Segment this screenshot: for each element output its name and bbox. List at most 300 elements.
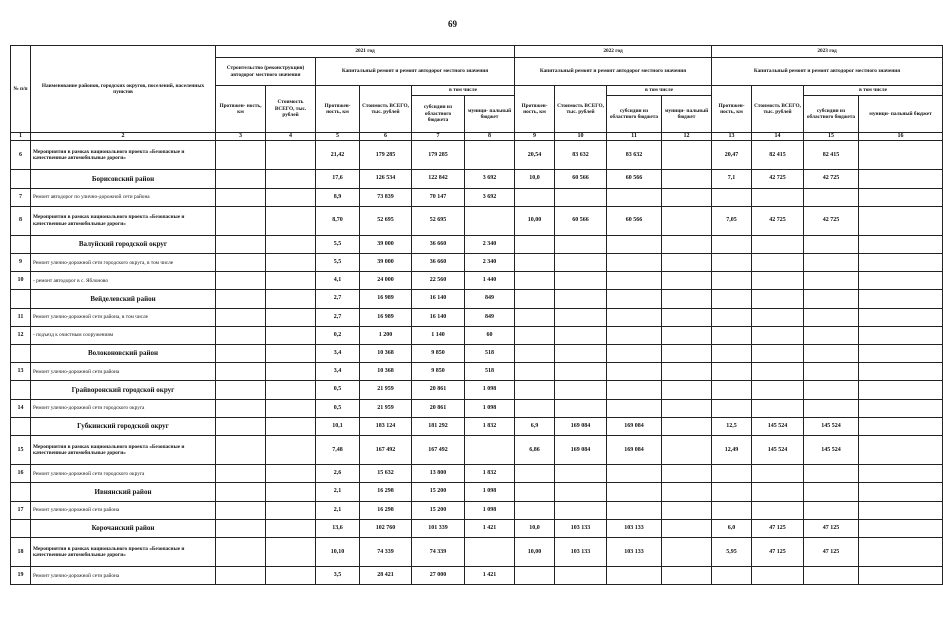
value-cell <box>859 519 943 538</box>
value-cell <box>712 290 752 309</box>
table-row <box>11 465 943 483</box>
column-number: 9 <box>515 133 555 141</box>
value-cell: 2,6 <box>316 465 360 483</box>
value-cell <box>216 519 266 538</box>
value-cell <box>515 254 555 272</box>
value-cell <box>607 381 662 400</box>
value-cell <box>859 206 943 235</box>
value-cell: 60 566 <box>607 170 662 189</box>
region-name: Ивнянский район <box>31 483 216 502</box>
value-cell <box>515 235 555 254</box>
value-cell <box>555 344 607 363</box>
value-cell: 74 339 <box>412 538 465 567</box>
row-number: 10 <box>11 272 31 290</box>
column-number: 10 <box>555 133 607 141</box>
value-cell <box>555 501 607 519</box>
value-cell <box>859 483 943 502</box>
value-cell <box>859 254 943 272</box>
value-cell <box>662 436 712 465</box>
value-cell <box>555 399 607 417</box>
region-row <box>11 290 943 309</box>
value-cell <box>804 567 859 585</box>
value-cell: 60 566 <box>555 170 607 189</box>
value-cell <box>555 465 607 483</box>
value-cell <box>712 399 752 417</box>
value-cell: 1 832 <box>465 465 515 483</box>
item-name: Ремонт автодорог по улично-дорожной сети района <box>31 188 216 206</box>
value-cell: 15 200 <box>412 483 465 502</box>
value-cell: 145 524 <box>804 436 859 465</box>
value-cell <box>752 567 804 585</box>
value-cell: 7,05 <box>712 206 752 235</box>
value-cell <box>859 344 943 363</box>
value-cell: 13,6 <box>316 519 360 538</box>
value-cell <box>752 235 804 254</box>
value-cell: 28 421 <box>360 567 412 585</box>
value-cell <box>804 188 859 206</box>
value-cell <box>216 206 266 235</box>
value-cell <box>266 272 316 290</box>
value-cell: 52 695 <box>412 206 465 235</box>
value-cell <box>712 344 752 363</box>
value-cell <box>216 538 266 567</box>
table-row <box>11 254 943 272</box>
value-cell <box>266 501 316 519</box>
row-number: 14 <box>11 399 31 417</box>
value-cell <box>216 436 266 465</box>
item-name: - подъезд к очистным сооружениям <box>31 326 216 344</box>
value-cell: 145 524 <box>804 417 859 436</box>
value-cell <box>752 290 804 309</box>
value-cell: 167 492 <box>412 436 465 465</box>
value-cell <box>662 308 712 326</box>
value-cell <box>752 399 804 417</box>
value-cell: 12,5 <box>712 417 752 436</box>
value-cell: 16 298 <box>360 483 412 502</box>
column-number: 15 <box>804 133 859 141</box>
value-cell: 1 098 <box>465 381 515 400</box>
value-cell: 27 000 <box>412 567 465 585</box>
value-cell <box>859 308 943 326</box>
value-cell: 10 368 <box>360 344 412 363</box>
value-cell <box>859 399 943 417</box>
capital-repair-2022-header: Капитальный ремонт и ремонт автодорог местного значения <box>515 58 712 86</box>
value-cell <box>607 363 662 381</box>
value-cell: 10,1 <box>316 417 360 436</box>
region-name: Волоконовский район <box>31 344 216 363</box>
value-cell <box>266 235 316 254</box>
value-cell <box>216 465 266 483</box>
value-cell <box>662 519 712 538</box>
value-cell <box>216 141 266 170</box>
item-name: Ремонт улично-дорожной сети района, в том числе <box>31 308 216 326</box>
value-cell <box>712 483 752 502</box>
value-cell: 1 200 <box>360 326 412 344</box>
value-cell <box>752 465 804 483</box>
value-cell: 169 084 <box>607 436 662 465</box>
value-cell <box>607 254 662 272</box>
value-cell: 39 000 <box>360 254 412 272</box>
value-cell: 0,5 <box>316 381 360 400</box>
table-row <box>11 272 943 290</box>
row-number: 15 <box>11 436 31 465</box>
value-cell <box>607 567 662 585</box>
value-cell <box>216 344 266 363</box>
row-number <box>11 519 31 538</box>
value-cell <box>515 501 555 519</box>
value-cell: 8,9 <box>316 188 360 206</box>
capital-repair-2021-header: Капитальный ремонт и ремонт автодорог местного значения <box>316 58 515 86</box>
value-cell: 3 692 <box>465 170 515 189</box>
table-row <box>11 141 943 170</box>
value-cell: 42 725 <box>752 170 804 189</box>
value-cell: 21 959 <box>360 399 412 417</box>
value-cell: 60 566 <box>555 206 607 235</box>
value-cell: 1 832 <box>465 417 515 436</box>
value-cell <box>662 326 712 344</box>
value-cell <box>712 272 752 290</box>
value-cell <box>662 170 712 189</box>
value-cell <box>859 141 943 170</box>
value-cell: 3,4 <box>316 344 360 363</box>
value-cell <box>216 501 266 519</box>
value-cell <box>804 465 859 483</box>
value-cell <box>266 308 316 326</box>
value-cell: 24 000 <box>360 272 412 290</box>
value-cell <box>607 501 662 519</box>
value-cell <box>515 381 555 400</box>
value-cell <box>662 272 712 290</box>
row-number: 12 <box>11 326 31 344</box>
value-cell <box>752 254 804 272</box>
value-cell: 10,10 <box>316 538 360 567</box>
value-cell <box>662 501 712 519</box>
column-number: 12 <box>662 133 712 141</box>
column-number: 4 <box>266 133 316 141</box>
value-cell <box>266 567 316 585</box>
col-name-header: Наименование районов, городских округов, поселений, населенных пунктов <box>31 46 216 133</box>
value-cell: 16 989 <box>360 308 412 326</box>
value-cell <box>662 188 712 206</box>
item-name: Ремонт улично-дорожной сети района <box>31 567 216 585</box>
value-cell: 16 140 <box>412 290 465 309</box>
value-cell: 1 098 <box>465 399 515 417</box>
column-number: 1 <box>11 133 31 141</box>
value-cell <box>465 436 515 465</box>
row-number <box>11 417 31 436</box>
value-cell <box>216 254 266 272</box>
value-cell <box>859 188 943 206</box>
value-cell: 2,1 <box>316 501 360 519</box>
incl-2021-header: в том числе <box>412 86 515 96</box>
value-cell <box>515 567 555 585</box>
value-cell: 83 632 <box>607 141 662 170</box>
subsidy-2022-header: субсидии из областного бюджета <box>607 96 662 133</box>
value-cell <box>216 483 266 502</box>
value-cell: 10 368 <box>360 363 412 381</box>
value-cell: 518 <box>465 363 515 381</box>
column-number: 6 <box>360 133 412 141</box>
value-cell <box>859 501 943 519</box>
value-cell <box>555 567 607 585</box>
row-number <box>11 170 31 189</box>
value-cell <box>266 417 316 436</box>
value-cell <box>804 308 859 326</box>
road-repair-table <box>10 45 943 585</box>
value-cell: 5,5 <box>316 254 360 272</box>
value-cell <box>804 326 859 344</box>
value-cell <box>515 272 555 290</box>
value-cell: 0,2 <box>316 326 360 344</box>
value-cell: 183 124 <box>360 417 412 436</box>
region-name: Борисовский район <box>31 170 216 189</box>
value-cell: 16 989 <box>360 290 412 309</box>
value-cell <box>662 235 712 254</box>
value-cell: 5,95 <box>712 538 752 567</box>
value-cell <box>859 538 943 567</box>
value-cell <box>216 326 266 344</box>
row-number <box>11 290 31 309</box>
value-cell: 145 524 <box>752 417 804 436</box>
value-cell: 3,5 <box>316 567 360 585</box>
length-2022-header: Протяжен- ность, км <box>515 86 555 133</box>
cost-2021-header: Стоимость ВСЕГО, тыс. рублей <box>360 86 412 133</box>
subsidy-2023-header: субсидии из областного бюджета <box>804 96 859 133</box>
value-cell <box>266 141 316 170</box>
region-name: Валуйский городской округ <box>31 235 216 254</box>
region-row <box>11 483 943 502</box>
value-cell: 10,00 <box>515 206 555 235</box>
value-cell: 52 695 <box>360 206 412 235</box>
value-cell <box>266 381 316 400</box>
value-cell <box>804 501 859 519</box>
region-row <box>11 381 943 400</box>
construction-cost-header: Стоимость ВСЕГО, тыс. рублей <box>266 86 316 133</box>
value-cell <box>555 326 607 344</box>
value-cell: 9 850 <box>412 344 465 363</box>
value-cell: 21,42 <box>316 141 360 170</box>
value-cell: 20 861 <box>412 399 465 417</box>
value-cell <box>607 483 662 502</box>
row-number: 11 <box>11 308 31 326</box>
item-name: Ремонт улично-дорожной сети района <box>31 501 216 519</box>
value-cell: 179 285 <box>360 141 412 170</box>
value-cell <box>555 483 607 502</box>
value-cell <box>266 363 316 381</box>
column-number: 13 <box>712 133 752 141</box>
value-cell <box>555 290 607 309</box>
value-cell <box>266 436 316 465</box>
value-cell: 16 140 <box>412 308 465 326</box>
incl-2023-header: в том числе <box>804 86 943 96</box>
row-number: 8 <box>11 206 31 235</box>
value-cell: 39 000 <box>360 235 412 254</box>
value-cell: 17,6 <box>316 170 360 189</box>
item-name: - ремонт автодорог в с. Яблоново <box>31 272 216 290</box>
column-number: 5 <box>316 133 360 141</box>
value-cell: 47 125 <box>804 538 859 567</box>
region-name: Вейделевский район <box>31 290 216 309</box>
value-cell: 47 125 <box>752 519 804 538</box>
value-cell <box>859 170 943 189</box>
table-row <box>11 206 943 235</box>
value-cell <box>662 381 712 400</box>
row-number <box>11 235 31 254</box>
value-cell <box>859 436 943 465</box>
value-cell <box>266 538 316 567</box>
item-name: Мероприятия в рамках национального проекта «Безопасные и качественные автомобильные дороги» <box>31 206 216 235</box>
value-cell <box>266 519 316 538</box>
row-number: 9 <box>11 254 31 272</box>
value-cell <box>266 254 316 272</box>
region-name: Грайворонский городской округ <box>31 381 216 400</box>
value-cell <box>712 567 752 585</box>
year-2022-header: 2022 год <box>515 46 712 58</box>
value-cell: 15 632 <box>360 465 412 483</box>
value-cell: 1 421 <box>465 567 515 585</box>
value-cell: 9 850 <box>412 363 465 381</box>
column-number: 11 <box>607 133 662 141</box>
value-cell: 101 339 <box>412 519 465 538</box>
value-cell <box>804 344 859 363</box>
value-cell: 3 692 <box>465 188 515 206</box>
value-cell <box>515 290 555 309</box>
value-cell <box>859 465 943 483</box>
value-cell: 20 861 <box>412 381 465 400</box>
value-cell <box>752 188 804 206</box>
value-cell <box>216 308 266 326</box>
value-cell: 82 415 <box>804 141 859 170</box>
value-cell <box>859 381 943 400</box>
value-cell <box>712 235 752 254</box>
value-cell <box>859 417 943 436</box>
value-cell <box>515 326 555 344</box>
value-cell: 12,49 <box>712 436 752 465</box>
value-cell <box>216 417 266 436</box>
region-row <box>11 170 943 189</box>
value-cell: 42 725 <box>804 170 859 189</box>
value-cell <box>712 465 752 483</box>
value-cell <box>555 254 607 272</box>
value-cell <box>266 290 316 309</box>
value-cell <box>216 399 266 417</box>
value-cell: 22 560 <box>412 272 465 290</box>
value-cell: 42 725 <box>752 206 804 235</box>
value-cell: 20,54 <box>515 141 555 170</box>
value-cell <box>266 344 316 363</box>
value-cell <box>752 483 804 502</box>
value-cell: 73 839 <box>360 188 412 206</box>
value-cell <box>662 399 712 417</box>
value-cell: 849 <box>465 290 515 309</box>
row-number: 7 <box>11 188 31 206</box>
value-cell <box>515 483 555 502</box>
length-2023-header: Протяжен- ность, км <box>712 86 752 133</box>
value-cell <box>752 363 804 381</box>
value-cell <box>607 344 662 363</box>
value-cell: 167 492 <box>360 436 412 465</box>
value-cell: 102 760 <box>360 519 412 538</box>
value-cell <box>662 483 712 502</box>
value-cell: 83 632 <box>555 141 607 170</box>
value-cell: 16 298 <box>360 501 412 519</box>
value-cell <box>216 290 266 309</box>
value-cell: 2 340 <box>465 254 515 272</box>
table-row <box>11 501 943 519</box>
item-name: Мероприятия в рамках национального проекта «Безопасные и качественные автомобильные дороги» <box>31 436 216 465</box>
column-number: 7 <box>412 133 465 141</box>
value-cell <box>712 188 752 206</box>
value-cell: 145 524 <box>752 436 804 465</box>
value-cell <box>607 188 662 206</box>
table-body <box>11 141 943 585</box>
value-cell <box>712 308 752 326</box>
value-cell <box>515 344 555 363</box>
value-cell: 13 800 <box>412 465 465 483</box>
table-row <box>11 308 943 326</box>
value-cell: 169 084 <box>607 417 662 436</box>
row-number <box>11 344 31 363</box>
value-cell <box>712 254 752 272</box>
value-cell <box>266 399 316 417</box>
value-cell <box>216 363 266 381</box>
value-cell <box>266 206 316 235</box>
value-cell <box>662 141 712 170</box>
value-cell: 74 339 <box>360 538 412 567</box>
value-cell <box>752 344 804 363</box>
value-cell: 10,0 <box>515 170 555 189</box>
region-row <box>11 344 943 363</box>
value-cell <box>752 326 804 344</box>
value-cell: 1 440 <box>465 272 515 290</box>
value-cell <box>515 188 555 206</box>
value-cell: 2 340 <box>465 235 515 254</box>
value-cell <box>859 326 943 344</box>
value-cell: 103 133 <box>607 519 662 538</box>
value-cell: 1 098 <box>465 501 515 519</box>
column-number: 16 <box>859 133 943 141</box>
value-cell <box>555 363 607 381</box>
cost-2023-header: Стоимость ВСЕГО, тыс. рублей <box>752 86 804 133</box>
value-cell: 4,1 <box>316 272 360 290</box>
value-cell <box>607 326 662 344</box>
value-cell: 169 084 <box>555 436 607 465</box>
row-number: 6 <box>11 141 31 170</box>
value-cell: 181 292 <box>412 417 465 436</box>
municipal-2022-header: муници- пальный бюджет <box>662 96 712 133</box>
value-cell <box>607 235 662 254</box>
item-name: Ремонт улично-дорожной сети городского округа <box>31 465 216 483</box>
value-cell <box>607 272 662 290</box>
value-cell <box>804 254 859 272</box>
capital-repair-2023-header: Капитальный ремонт и ремонт автодорог местного значения <box>712 58 943 86</box>
value-cell <box>804 290 859 309</box>
value-cell <box>515 308 555 326</box>
value-cell <box>752 308 804 326</box>
value-cell: 47 125 <box>804 519 859 538</box>
value-cell: 7,1 <box>712 170 752 189</box>
row-number: 19 <box>11 567 31 585</box>
value-cell <box>266 465 316 483</box>
value-cell <box>555 235 607 254</box>
value-cell <box>555 308 607 326</box>
value-cell: 849 <box>465 308 515 326</box>
value-cell: 2,1 <box>316 483 360 502</box>
table-row <box>11 399 943 417</box>
value-cell: 6,86 <box>515 436 555 465</box>
value-cell <box>266 326 316 344</box>
value-cell <box>465 538 515 567</box>
